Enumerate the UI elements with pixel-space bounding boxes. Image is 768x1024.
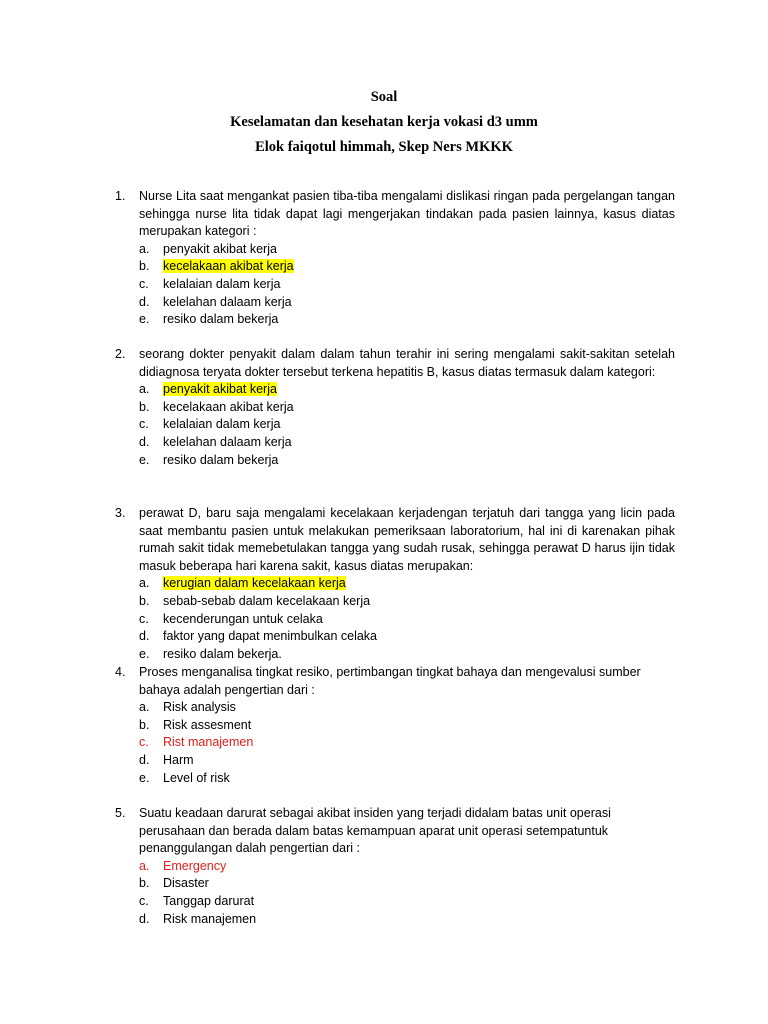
option-a <box>139 241 675 259</box>
question-text: seorang dokter penyakit dalam dalam tahun terahir ini sering mengalami sakit-sakitan setelah didiagnosa teryata dokter tersebut terkena hepatitis B, kasus diatas termasuk dalam kategori: <box>139 347 675 379</box>
option-text: resiko dalam bekerja <box>163 312 279 327</box>
option-text: kecenderungan untuk celaka <box>163 611 323 626</box>
option-c <box>139 276 675 294</box>
option-text: kelalaian dalam kerja <box>163 276 281 291</box>
option-text: Risk analysis <box>163 700 236 715</box>
option-letter: e. <box>139 646 150 661</box>
option-d <box>139 628 675 646</box>
question-text: Nurse Lita saat mengankat pasien tiba-tiba mengalami dislikasi ringan pada pergelangan tangan sehingga nurse lita tidak dapat lagi mengerjakan tindakan pada pasien lainnya, kasus diatas merupakan kategori : <box>139 189 675 239</box>
option-text: Disaster <box>163 876 209 891</box>
option-letter: e. <box>139 312 150 327</box>
option-text-highlighted: penyakit akibat kerja <box>163 382 277 397</box>
question-text: Suatu keadaan darurat sebagai akibat insiden yang terjadi didalam batas unit operasi perusahaan dan berada dalam batas kemampuan aparat unit operasi setempatuntuk penanggulangan dalah pengertian dari : <box>139 806 611 856</box>
question-2 <box>115 346 675 469</box>
question-text: perawat D, baru saja mengalami kecelakaan kerjadengan terjatuh dari tangga yang licin pada saat membantu pasien untuk melakukan pemeriksaan laboratorium, hal ini di karenakan pihak rumah sakit tidak memebetulakan tangga yang sudah rusak, sehingga perawat D harus ijin tidak masuk beberapa hari karena sakit, kasus diatas merupakan: <box>139 506 675 573</box>
option-letter: c. <box>139 735 149 750</box>
option-b <box>139 875 675 893</box>
option-b <box>139 593 675 611</box>
option-text: Risk assesment <box>163 717 252 732</box>
question-number: 1. <box>115 189 126 203</box>
option-letter: b. <box>139 593 150 608</box>
option-text: sebab-sebab dalam kecelakaan kerja <box>163 593 371 608</box>
option-text: Risk manajemen <box>163 911 257 926</box>
option-letter: b. <box>139 259 150 274</box>
question-4 <box>115 664 675 787</box>
option-text-highlighted: kecelakaan akibat kerja <box>163 259 294 274</box>
option-letter: d. <box>139 752 150 767</box>
option-b <box>139 399 675 417</box>
option-text: Level of risk <box>163 770 230 785</box>
option-text: Harm <box>163 752 194 767</box>
question-number: 5. <box>115 806 126 820</box>
option-b <box>139 258 675 276</box>
option-d <box>139 294 675 312</box>
option-letter: d. <box>139 911 150 926</box>
question-5 <box>115 805 675 928</box>
option-text: Tanggap darurat <box>163 893 255 908</box>
option-letter: c. <box>139 611 149 626</box>
option-letter: a. <box>139 241 150 256</box>
option-e <box>139 646 675 664</box>
option-text: resiko dalam bekerja <box>163 452 279 467</box>
option-letter: d. <box>139 434 150 449</box>
option-letter: b. <box>139 717 150 732</box>
option-d <box>139 911 675 929</box>
option-letter: c. <box>139 276 149 291</box>
option-letter: b. <box>139 876 150 891</box>
option-text: faktor yang dapat menimbulkan celaka <box>163 629 378 644</box>
option-letter: d. <box>139 294 150 309</box>
doc-heading-author: Elok faiqotul himmah, Skep Ners MKKK <box>255 139 513 155</box>
option-letter: a. <box>139 576 150 591</box>
option-c <box>139 611 675 629</box>
option-e <box>139 311 675 329</box>
option-text: kecelakaan akibat kerja <box>163 399 294 414</box>
option-d <box>139 752 675 770</box>
option-text-answer-red: Emergency <box>163 858 227 873</box>
option-b <box>139 717 675 735</box>
option-letter: b. <box>139 399 150 414</box>
doc-heading-course: Keselamatan dan kesehatan kerja vokasi d3 umm <box>230 114 538 130</box>
option-text: kelelahan dalaam kerja <box>163 294 292 309</box>
option-letter: e. <box>139 452 150 467</box>
option-text-highlighted: kerugian dalam kecelakaan kerja <box>163 576 346 591</box>
option-c <box>139 416 675 434</box>
option-text: kelelahan dalaam kerja <box>163 434 292 449</box>
option-c <box>139 893 675 911</box>
option-d <box>139 434 675 452</box>
question-3 <box>115 505 675 663</box>
question-number: 3. <box>115 506 126 520</box>
option-c <box>139 734 675 752</box>
option-text: penyakit akibat kerja <box>163 241 277 256</box>
option-text: kelalaian dalam kerja <box>163 417 281 432</box>
question-number: 4. <box>115 665 126 679</box>
option-letter: a. <box>139 858 150 873</box>
option-letter: a. <box>139 382 150 397</box>
option-e <box>139 770 675 788</box>
option-letter: c. <box>139 893 149 908</box>
option-e <box>139 452 675 470</box>
option-a <box>139 381 675 399</box>
option-letter: a. <box>139 700 150 715</box>
question-text: Proses menganalisa tingkat resiko, pertimbangan tingkat bahaya dan mengevalusi sumber bahaya adalah pengertian dari : <box>139 665 641 697</box>
option-a <box>139 858 675 876</box>
option-text: resiko dalam bekerja. <box>163 646 282 661</box>
question-number: 2. <box>115 347 126 361</box>
option-text-answer-red: Rist manajemen <box>163 735 254 750</box>
option-letter: c. <box>139 417 149 432</box>
doc-heading-soal: Soal <box>370 89 398 105</box>
option-a <box>139 575 675 593</box>
option-letter: e. <box>139 770 150 785</box>
question-1 <box>115 188 675 329</box>
option-letter: d. <box>139 629 150 644</box>
option-a <box>139 699 675 717</box>
